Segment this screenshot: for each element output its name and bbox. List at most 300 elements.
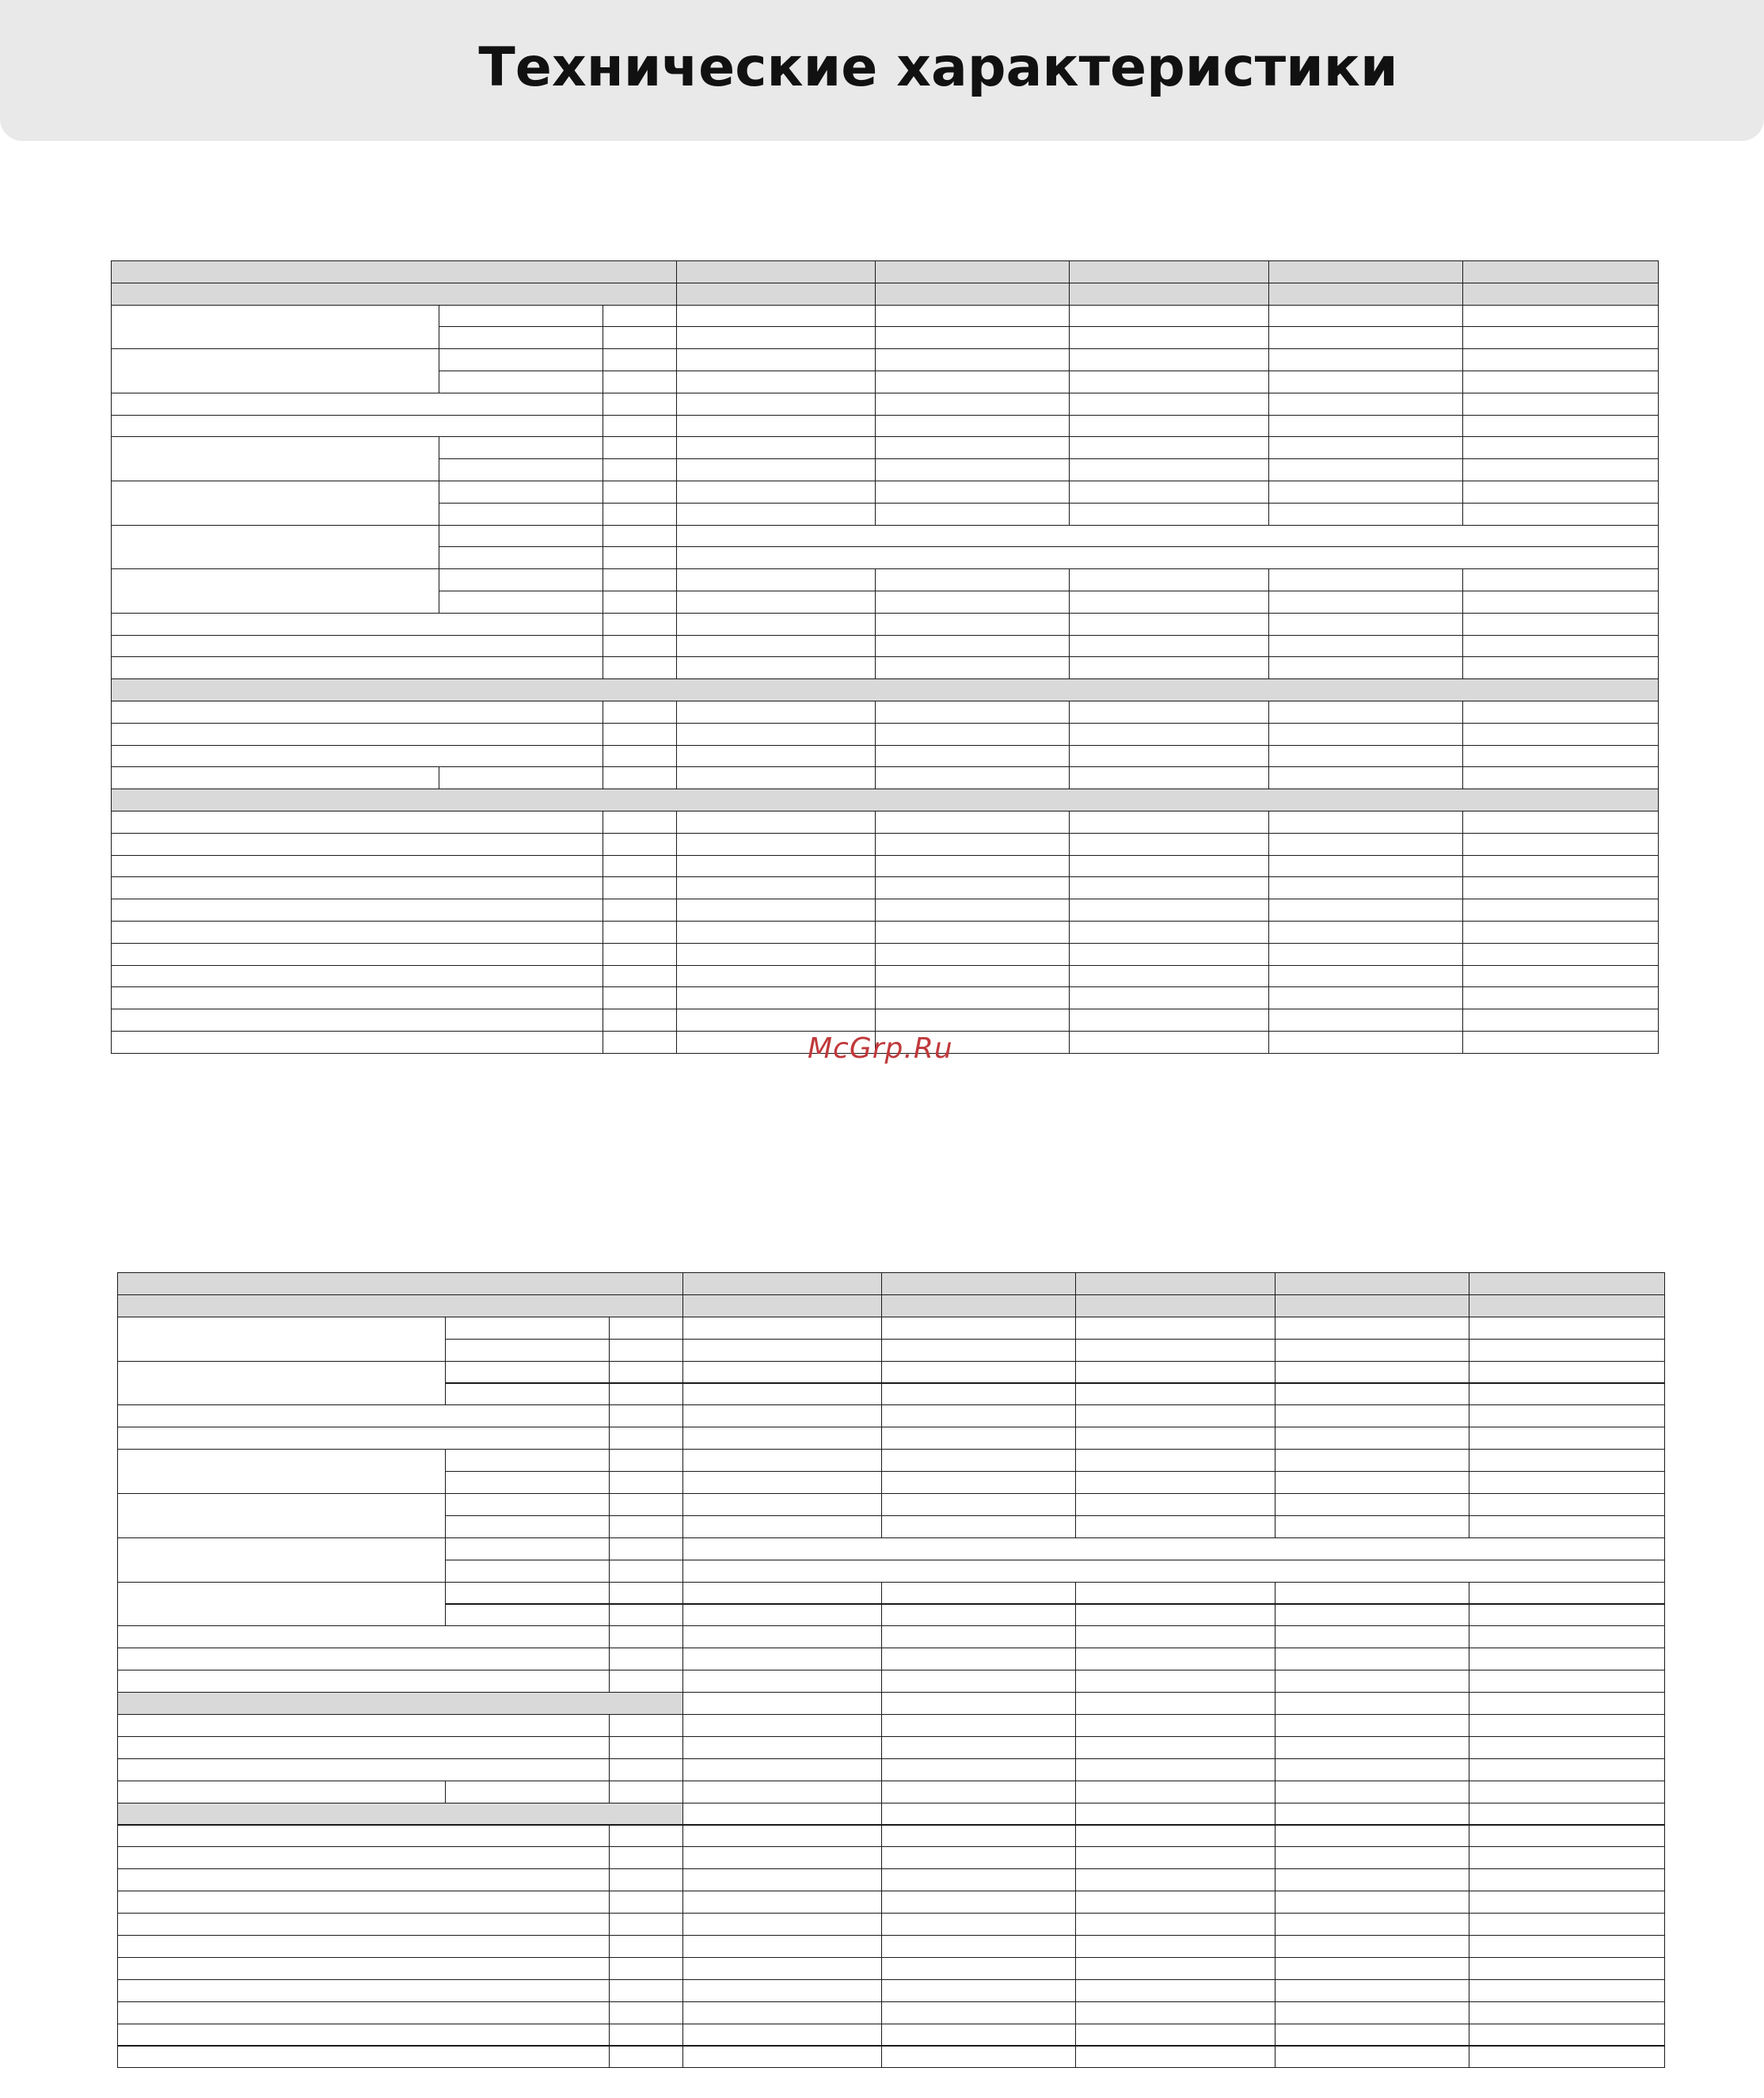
table-cell [1275, 1427, 1469, 1450]
table-cell [1469, 1515, 1665, 1538]
table-cell [1268, 326, 1463, 349]
table-cell [445, 1361, 610, 1384]
table-cell [1069, 415, 1269, 438]
table-cell [875, 701, 1070, 724]
table-cell [875, 613, 1070, 636]
table-cell [117, 1648, 610, 1670]
table-cell [1075, 1670, 1275, 1693]
table-cell [117, 1692, 683, 1715]
table-cell [1268, 305, 1463, 328]
table-cell [1469, 1339, 1665, 1362]
table-cell [1268, 348, 1463, 371]
table-cell [875, 371, 1070, 393]
table-cell [117, 1404, 610, 1427]
table-cell [1268, 1031, 1463, 1054]
table-cell [1462, 326, 1659, 349]
table-cell [1268, 701, 1463, 724]
table-cell [1075, 1427, 1275, 1450]
table-cell [603, 503, 677, 526]
table-cell [1462, 415, 1659, 438]
table-cell [439, 766, 603, 789]
table-cell [881, 1692, 1076, 1715]
table-cell [603, 943, 677, 966]
table-cell [682, 1449, 882, 1472]
table-cell [117, 1449, 446, 1494]
table-cell [609, 1537, 683, 1560]
table-cell [1075, 1868, 1275, 1891]
table-cell [676, 986, 876, 1009]
table-cell [1275, 1317, 1469, 1340]
table-cell [609, 1404, 683, 1427]
table-cell [1275, 1272, 1469, 1295]
table-cell [881, 1846, 1076, 1869]
table-cell [1462, 591, 1659, 614]
table-cell [439, 326, 603, 349]
table-cell [117, 1294, 683, 1317]
table-cell [875, 635, 1070, 658]
table-cell [445, 1471, 610, 1494]
table-cell [676, 723, 876, 746]
table-cell [111, 305, 439, 350]
table-cell [111, 678, 1659, 701]
table-cell [1462, 371, 1659, 393]
table-cell [111, 811, 603, 834]
table-cell [1275, 1294, 1469, 1317]
table-cell [682, 1714, 882, 1737]
table-cell [881, 1404, 1076, 1427]
table-cell [875, 305, 1070, 328]
table-cell [1268, 393, 1463, 416]
table-cell [1469, 1670, 1665, 1693]
table-cell [875, 876, 1070, 899]
table-cell [603, 591, 677, 614]
table-cell [117, 1317, 446, 1362]
table-cell [881, 1714, 1076, 1737]
table-cell [875, 656, 1070, 679]
table-cell [1075, 1294, 1275, 1317]
table-cell [676, 436, 876, 459]
table-cell [1462, 943, 1659, 966]
table-cell [875, 723, 1070, 746]
table-cell [1469, 1825, 1665, 1848]
table-cell [1268, 921, 1463, 944]
table-cell [881, 1449, 1076, 1472]
table-cell [1462, 876, 1659, 899]
table-cell [1268, 283, 1463, 306]
table-cell [111, 745, 603, 768]
table-cell [875, 326, 1070, 349]
table-cell [682, 1736, 882, 1759]
table-cell [1275, 1383, 1469, 1406]
table-cell [676, 326, 876, 349]
table-cell [603, 1009, 677, 1032]
table-cell [1275, 1582, 1469, 1605]
table-cell [1075, 1515, 1275, 1538]
table-cell [682, 1846, 882, 1869]
table-cell [111, 1031, 603, 1054]
table-cell [881, 1339, 1076, 1362]
table-cell [1268, 260, 1463, 283]
table-cell [111, 283, 677, 306]
table-cell [117, 1361, 446, 1406]
table-cell [111, 876, 603, 899]
table-cell [682, 2046, 882, 2069]
table-cell [603, 305, 677, 328]
table-cell [603, 371, 677, 393]
table-cell [1069, 260, 1269, 283]
table-cell [609, 2024, 683, 2047]
table-cell [682, 1361, 882, 1384]
table-cell [1075, 1846, 1275, 1869]
table-cell [1469, 1625, 1665, 1648]
table-cell [881, 1781, 1076, 1803]
table-cell [682, 1404, 882, 1427]
table-cell [1075, 1625, 1275, 1648]
table-cell [439, 481, 603, 504]
spec-table-2 [117, 1272, 1664, 2091]
table-cell [676, 546, 1659, 569]
table-cell [445, 1493, 610, 1516]
table-cell [439, 305, 603, 328]
table-cell [603, 876, 677, 899]
table-cell [117, 1582, 446, 1627]
table-cell [445, 1383, 610, 1406]
table-cell [1069, 305, 1269, 328]
table-cell [676, 458, 876, 481]
table-cell [117, 1625, 610, 1648]
table-cell [1469, 1648, 1665, 1670]
table-cell [609, 1736, 683, 1759]
table-cell [1275, 1493, 1469, 1516]
table-cell [682, 1339, 882, 1362]
table-cell [1469, 1913, 1665, 1936]
table-cell [1469, 1493, 1665, 1516]
table-cell [1462, 436, 1659, 459]
table-cell [111, 965, 603, 988]
table-cell [1069, 723, 1269, 746]
table-cell [111, 260, 677, 283]
table-cell [1462, 481, 1659, 504]
table-cell [682, 1272, 882, 1295]
table-cell [1075, 1471, 1275, 1494]
table-cell [117, 1825, 610, 1848]
table-cell [881, 1648, 1076, 1670]
table-cell [603, 393, 677, 416]
table-cell [603, 965, 677, 988]
table-cell [117, 1868, 610, 1891]
table-cell [445, 1515, 610, 1538]
table-cell [445, 1449, 610, 1472]
table-cell [682, 1560, 1665, 1583]
table-cell [1268, 986, 1463, 1009]
table-cell [676, 305, 876, 328]
table-cell [439, 348, 603, 371]
table-cell [1069, 656, 1269, 679]
table-cell [1268, 591, 1463, 614]
table-cell [117, 1803, 683, 1826]
table-cell [881, 1979, 1076, 2002]
table-cell [682, 1317, 882, 1340]
table-cell [609, 1648, 683, 1670]
table-cell [1069, 986, 1269, 1009]
table-cell [1469, 1781, 1665, 1803]
table-cell [1469, 1868, 1665, 1891]
table-cell [609, 2046, 683, 2069]
table-cell [445, 1560, 610, 1583]
table-cell [1462, 1031, 1659, 1054]
table-cell [676, 811, 876, 834]
table-cell [1275, 1339, 1469, 1362]
table-cell [117, 1670, 610, 1693]
table-cell [1069, 568, 1269, 591]
table-cell [111, 701, 603, 724]
table-cell [1268, 613, 1463, 636]
table-cell [1469, 1404, 1665, 1427]
table-cell [881, 1625, 1076, 1648]
table-cell [1469, 2001, 1665, 2024]
table-cell [682, 1979, 882, 2002]
table-cell [111, 393, 603, 416]
table-cell [1268, 656, 1463, 679]
table-cell [111, 899, 603, 922]
table-cell [1268, 458, 1463, 481]
table-cell [1069, 371, 1269, 393]
table-cell [609, 1493, 683, 1516]
table-cell [881, 1758, 1076, 1781]
table-cell [603, 1031, 677, 1054]
table-cell [676, 503, 876, 526]
table-cell [439, 458, 603, 481]
table-cell [676, 701, 876, 724]
table-cell [1075, 1449, 1275, 1472]
table-cell [875, 415, 1070, 438]
table-cell [1469, 1736, 1665, 1759]
table-cell [676, 745, 876, 768]
table-cell [1469, 1317, 1665, 1340]
table-cell [676, 833, 876, 856]
table-cell [1469, 1979, 1665, 2002]
table-cell [1075, 2024, 1275, 2047]
table-cell [609, 1979, 683, 2002]
table-cell [1075, 1692, 1275, 1715]
table-cell [609, 1714, 683, 1737]
table-cell [1462, 393, 1659, 416]
table-cell [603, 436, 677, 459]
table-cell [1469, 1361, 1665, 1384]
table-cell [676, 855, 876, 878]
table-cell [1275, 1714, 1469, 1737]
table-cell [603, 415, 677, 438]
table-cell [111, 525, 439, 570]
table-cell [1275, 1891, 1469, 1914]
table-cell [1462, 701, 1659, 724]
table-cell [1275, 1979, 1469, 2002]
table-cell [881, 2046, 1076, 2069]
table-cell [1268, 899, 1463, 922]
table-cell [1462, 723, 1659, 746]
table-cell [609, 1846, 683, 1869]
table-cell [1462, 656, 1659, 679]
table-cell [117, 1781, 446, 1803]
table-cell [1469, 2024, 1665, 2047]
table-cell [1069, 876, 1269, 899]
watermark-text: McGrp.Ru [808, 1032, 953, 1065]
table-cell [676, 415, 876, 438]
table-cell [117, 1537, 446, 1583]
table-cell [439, 568, 603, 591]
table-cell [609, 1317, 683, 1340]
table-cell [682, 1868, 882, 1891]
table-cell [881, 1427, 1076, 1450]
table-cell [1069, 348, 1269, 371]
table-cell [682, 1625, 882, 1648]
table-cell [1469, 1692, 1665, 1715]
table-cell [875, 458, 1070, 481]
table-cell [676, 921, 876, 944]
table-cell [881, 1825, 1076, 1848]
table-cell [1469, 1758, 1665, 1781]
table-cell [609, 1625, 683, 1648]
table-cell [1075, 1604, 1275, 1627]
table-cell [1268, 965, 1463, 988]
table-cell [1462, 965, 1659, 988]
table-cell [676, 481, 876, 504]
table-cell [609, 1427, 683, 1450]
table-cell [603, 635, 677, 658]
table-cell [439, 503, 603, 526]
table-cell [881, 1803, 1076, 1826]
table-cell [1462, 305, 1659, 328]
table-cell [603, 481, 677, 504]
table-cell [1462, 613, 1659, 636]
table-cell [676, 568, 876, 591]
spec-table-1 [111, 260, 1658, 1077]
table-cell [1075, 1979, 1275, 2002]
table-cell [1268, 943, 1463, 966]
table-cell [603, 766, 677, 789]
table-cell [881, 1957, 1076, 1980]
table-cell [603, 921, 677, 944]
table-cell [881, 2024, 1076, 2047]
table-cell [1069, 436, 1269, 459]
table-cell [1268, 876, 1463, 899]
table-cell [1462, 635, 1659, 658]
table-cell [603, 348, 677, 371]
table-cell [676, 283, 876, 306]
table-cell [881, 1868, 1076, 1891]
table-cell [682, 1670, 882, 1693]
table-cell [1275, 1957, 1469, 1980]
table-cell [1462, 855, 1659, 878]
table-cell [117, 1846, 610, 1869]
table-cell [1469, 1714, 1665, 1737]
table-cell [609, 1560, 683, 1583]
table-cell [1069, 943, 1269, 966]
table-cell [676, 766, 876, 789]
table-cell [117, 1758, 610, 1781]
table-cell [117, 2046, 610, 2069]
table-cell [609, 1383, 683, 1406]
table-cell [1268, 1009, 1463, 1032]
table-cell [1469, 1383, 1665, 1406]
table-cell [875, 833, 1070, 856]
table-cell [1268, 766, 1463, 789]
table-cell [439, 371, 603, 393]
table-cell [1075, 1825, 1275, 1848]
table-cell [609, 1471, 683, 1494]
table-cell [881, 1604, 1076, 1627]
table-cell [1462, 1009, 1659, 1032]
table-cell [676, 613, 876, 636]
table-cell [603, 701, 677, 724]
table-cell [881, 1891, 1076, 1914]
table-cell [875, 436, 1070, 459]
table-cell [676, 965, 876, 988]
table-cell [1469, 1471, 1665, 1494]
table-cell [1075, 1582, 1275, 1605]
table-cell [1275, 2001, 1469, 2024]
table-cell [881, 1272, 1076, 1295]
table-cell [1275, 1625, 1469, 1648]
table-cell [609, 1361, 683, 1384]
table-cell [603, 811, 677, 834]
table-cell [1075, 1339, 1275, 1362]
table-cell [1069, 458, 1269, 481]
table-cell [603, 568, 677, 591]
table-cell [682, 1537, 1665, 1560]
table-cell [1069, 393, 1269, 416]
table-cell [1069, 745, 1269, 768]
table-cell [1075, 1404, 1275, 1427]
table-cell [1069, 1009, 1269, 1032]
table-cell [682, 1515, 882, 1538]
table-cell [1462, 568, 1659, 591]
table-cell [603, 986, 677, 1009]
table-cell [1075, 2046, 1275, 2069]
table-cell [1069, 811, 1269, 834]
table-cell [1069, 921, 1269, 944]
table-cell [676, 393, 876, 416]
table-cell [111, 723, 603, 746]
table-cell [676, 899, 876, 922]
table-cell [603, 326, 677, 349]
table-cell [1275, 2024, 1469, 2047]
table-cell [682, 1471, 882, 1494]
table-cell [682, 1383, 882, 1406]
table-cell [676, 1009, 876, 1032]
table-cell [609, 1935, 683, 1958]
table-cell [682, 1935, 882, 1958]
table-cell [1075, 1648, 1275, 1670]
table-cell [609, 1449, 683, 1472]
table-cell [111, 348, 439, 393]
table-cell [1462, 283, 1659, 306]
table-cell [875, 745, 1070, 768]
table-cell [609, 1582, 683, 1605]
table-cell [111, 613, 603, 636]
table-cell [1469, 1891, 1665, 1914]
table-cell [1069, 1031, 1269, 1054]
table-cell [1069, 899, 1269, 922]
table-cell [1075, 1736, 1275, 1759]
table-cell [1462, 503, 1659, 526]
table-cell [445, 1604, 610, 1627]
table-cell [445, 1339, 610, 1362]
table-cell [111, 415, 603, 438]
table-cell [682, 1294, 882, 1317]
table-cell [881, 1361, 1076, 1384]
table-cell [881, 1383, 1076, 1406]
